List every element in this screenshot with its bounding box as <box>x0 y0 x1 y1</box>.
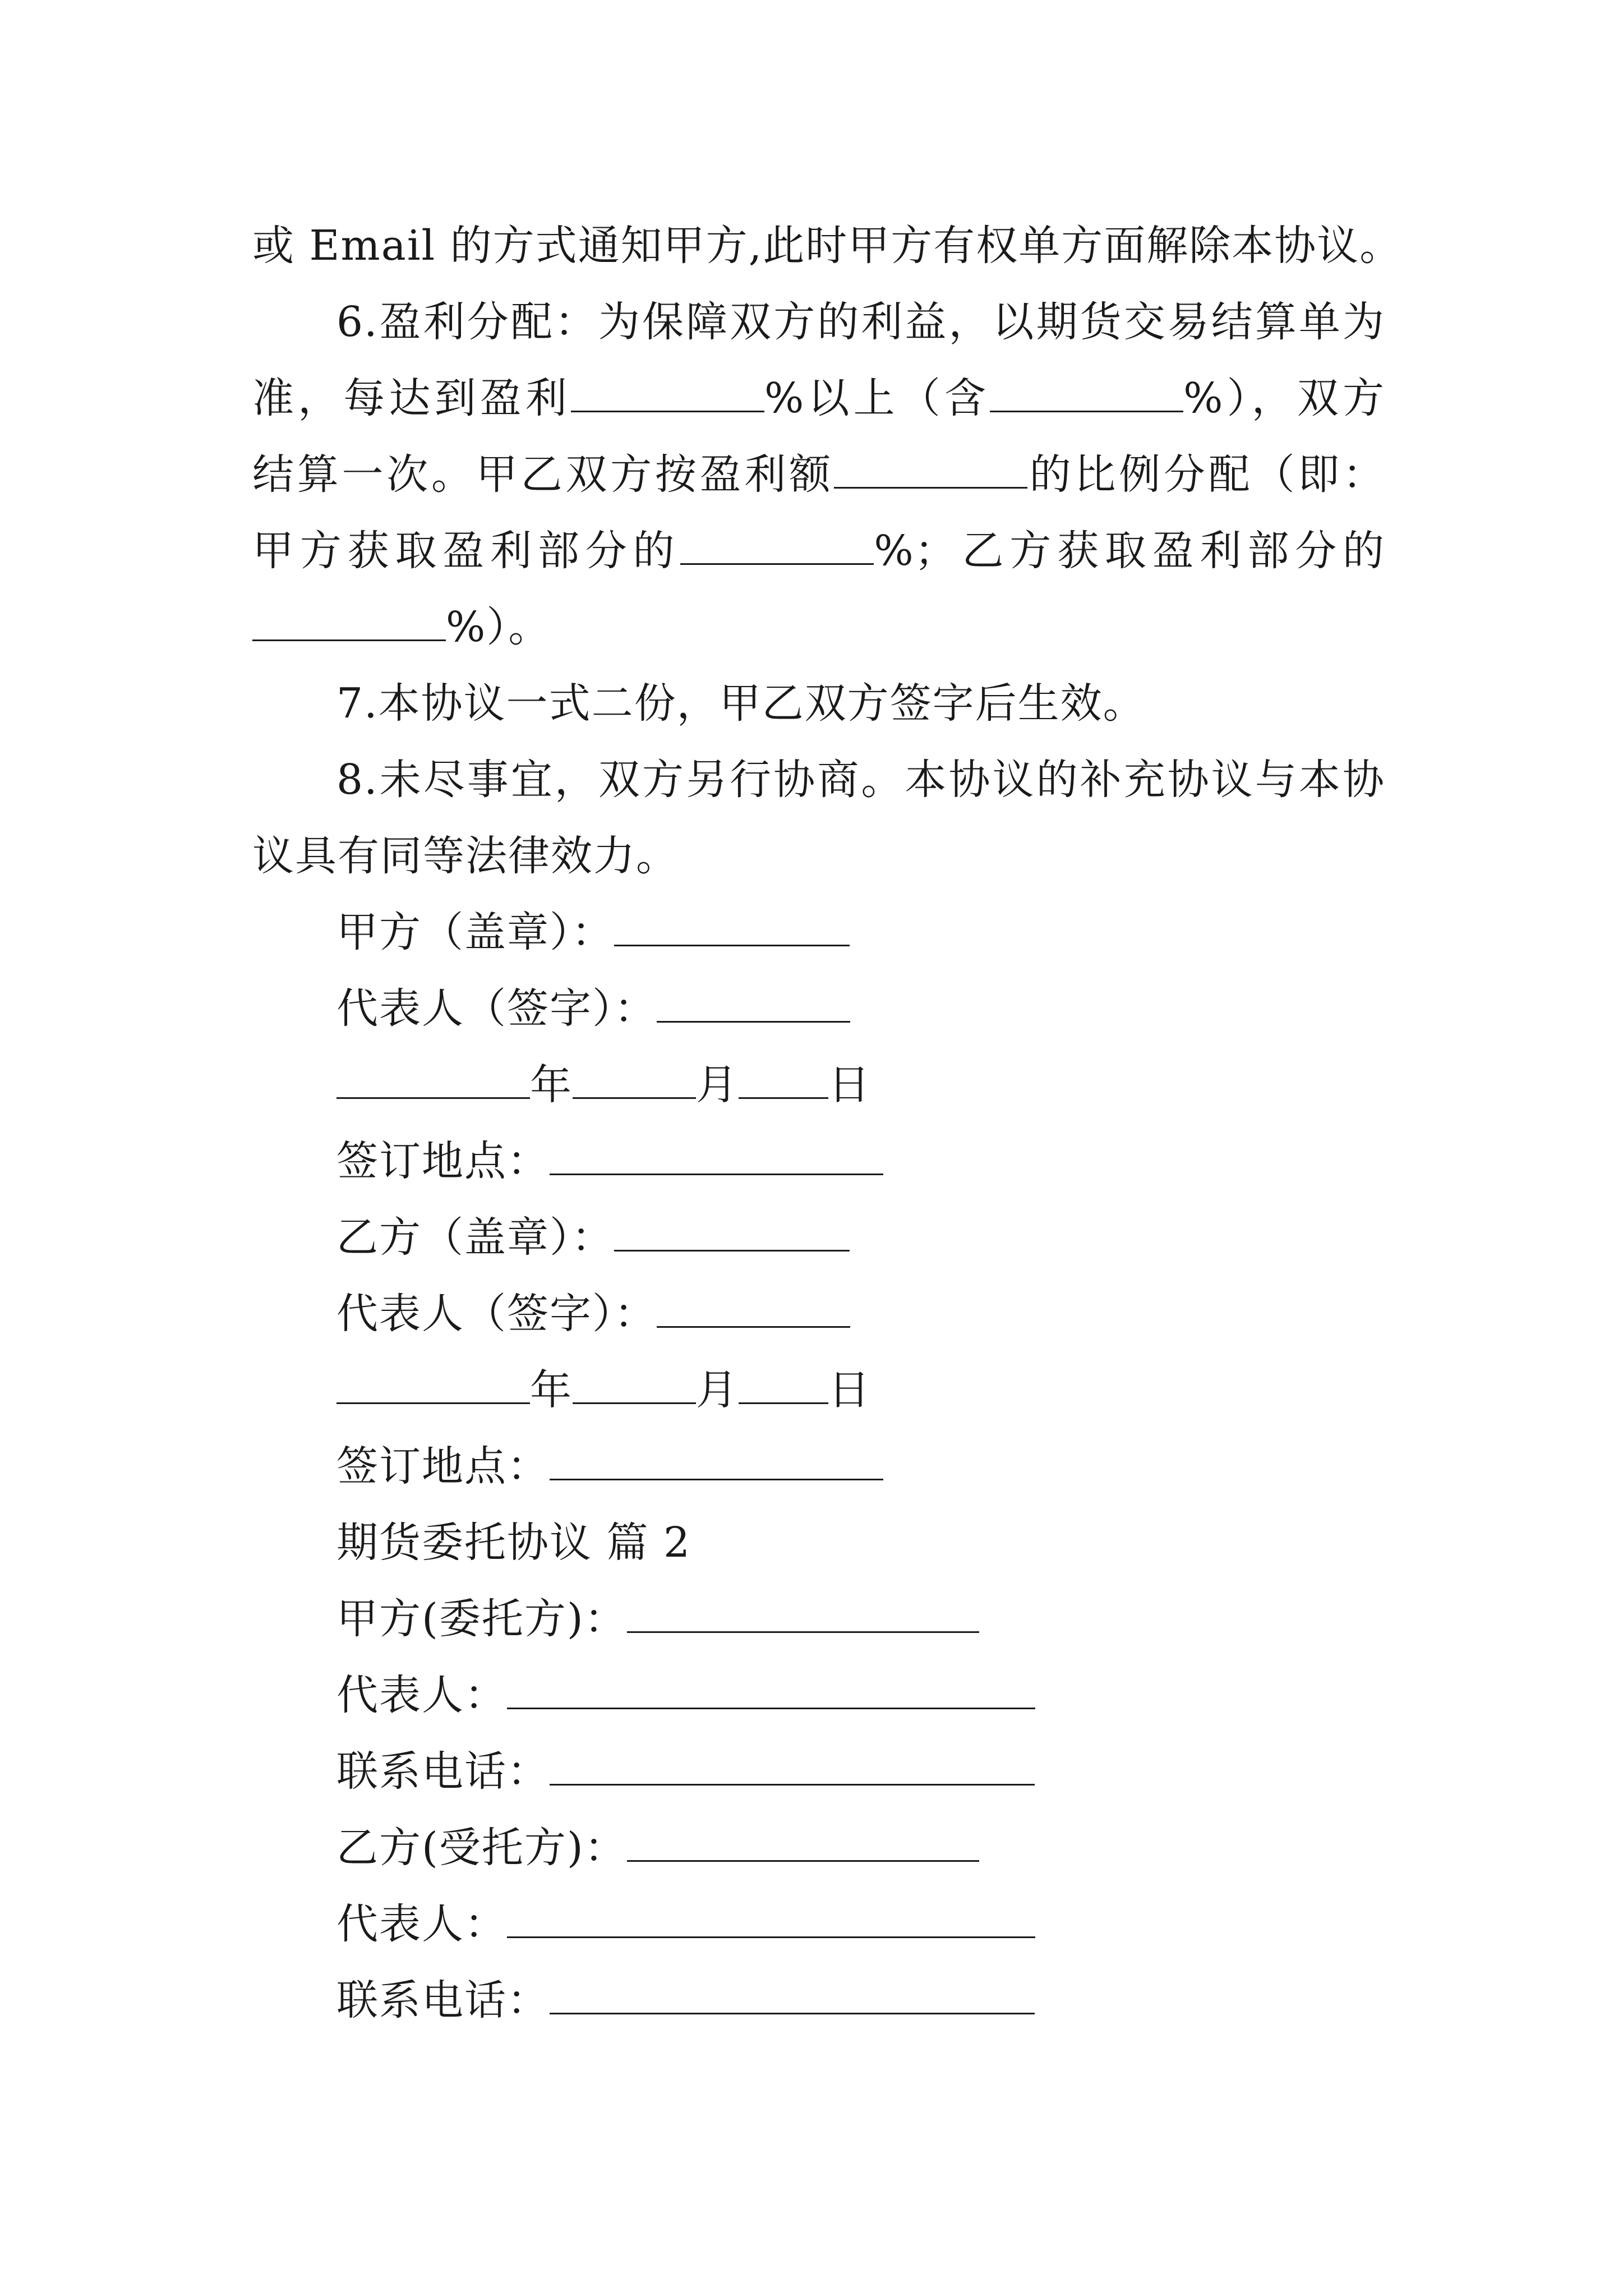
day-label: 日 <box>828 1366 871 1414</box>
principal-blank[interactable] <box>627 1594 979 1633</box>
text: %以上（含 <box>764 374 990 422</box>
fill-blank[interactable] <box>571 374 764 412</box>
label: 签订地点： <box>336 1442 550 1490</box>
paragraph-line <box>252 447 1385 503</box>
party-b-rep-blank[interactable] <box>657 1289 850 1328</box>
fill-blank[interactable] <box>834 450 1027 489</box>
label: 代表人（签字）： <box>336 1290 657 1338</box>
agent-rep-blank[interactable] <box>507 1899 1035 1938</box>
month-blank[interactable] <box>573 1365 696 1404</box>
day-label: 日 <box>828 1061 871 1109</box>
agent-rep-line <box>336 1896 1469 1952</box>
month-label: 月 <box>696 1061 739 1109</box>
principal-line <box>336 1591 1469 1647</box>
place-blank[interactable] <box>550 1442 883 1480</box>
label: 甲方(委托方)： <box>336 1595 627 1643</box>
text: 8.未尽事宜，双方另行协商。本协议的补充协议与本协 <box>336 756 1385 804</box>
label: 签订地点： <box>336 1137 550 1185</box>
text: 结算一次。甲乙双方按盈利额 <box>252 450 834 499</box>
text: %），双方 <box>1183 374 1385 422</box>
party-a-date-line <box>336 1057 1469 1113</box>
text: %）。 <box>446 603 551 651</box>
party-a-rep-line <box>336 981 1469 1037</box>
label: 代表人（签字）： <box>336 984 657 1033</box>
month-label: 月 <box>696 1366 739 1414</box>
principal-phone-blank[interactable] <box>550 1747 1035 1786</box>
agent-line <box>336 1820 1469 1876</box>
clause-8 <box>336 752 1385 808</box>
clause-6-title <box>336 294 1385 350</box>
text: 期货委托协议 篇 2 <box>336 1519 691 1567</box>
principal-rep-line <box>336 1667 1469 1723</box>
label: 联系电话： <box>336 1747 550 1796</box>
day-blank[interactable] <box>739 1060 828 1099</box>
party-b-rep-line <box>336 1286 1469 1342</box>
month-blank[interactable] <box>573 1060 696 1099</box>
year-blank[interactable] <box>336 1365 530 1404</box>
party-a-seal-line <box>336 904 1469 960</box>
label: 代表人： <box>336 1900 507 1948</box>
fill-blank[interactable] <box>680 526 874 565</box>
principal-phone-line <box>336 1743 1469 1800</box>
label: 代表人： <box>336 1671 507 1719</box>
party-b-seal-blank[interactable] <box>614 1213 850 1251</box>
party-b-seal-line <box>336 1209 1469 1266</box>
paragraph-line <box>252 523 1385 579</box>
text: 甲方获取盈利部分的 <box>252 527 681 575</box>
text: 6.盈利分配：为保障双方的利益，以期货交易结算单为 <box>336 298 1385 346</box>
text: 7.本协议一式二份，甲乙双方签字后生效。 <box>336 679 1146 728</box>
paragraph-line <box>252 828 1385 884</box>
text: 准，每达到盈利 <box>252 374 571 422</box>
paragraph-line <box>252 370 1385 426</box>
fill-blank[interactable] <box>252 602 446 641</box>
text: 的比例分配（即： <box>1027 450 1386 499</box>
section-2-title <box>336 1515 1469 1571</box>
place-blank[interactable] <box>550 1137 883 1175</box>
clause-7 <box>336 675 1469 731</box>
fill-blank[interactable] <box>990 374 1183 412</box>
party-b-place-line <box>336 1438 1469 1494</box>
year-blank[interactable] <box>336 1060 530 1099</box>
paragraph-line <box>252 599 1385 655</box>
text: %；乙方获取盈利部分的 <box>874 527 1385 575</box>
agent-phone-line <box>336 1972 1469 2028</box>
party-a-seal-blank[interactable] <box>614 908 850 946</box>
party-a-rep-blank[interactable] <box>657 984 850 1023</box>
agent-blank[interactable] <box>627 1823 979 1862</box>
principal-rep-blank[interactable] <box>507 1671 1035 1709</box>
text: 或 Email 的方式通知甲方,此时甲方有权单方面解除本协议。 <box>252 222 1403 270</box>
label: 乙方（盖章）： <box>336 1213 614 1262</box>
day-blank[interactable] <box>739 1365 828 1404</box>
label: 乙方(受托方)： <box>336 1824 627 1872</box>
party-a-place-line <box>336 1133 1469 1189</box>
paragraph-line <box>252 218 1403 274</box>
year-label: 年 <box>530 1366 573 1414</box>
year-label: 年 <box>530 1061 573 1109</box>
label: 联系电话： <box>336 1976 550 2024</box>
agent-phone-blank[interactable] <box>550 1976 1035 2014</box>
text: 议具有同等法律效力。 <box>252 832 679 880</box>
label: 甲方（盖章）： <box>336 908 614 956</box>
party-b-date-line <box>336 1362 1469 1418</box>
